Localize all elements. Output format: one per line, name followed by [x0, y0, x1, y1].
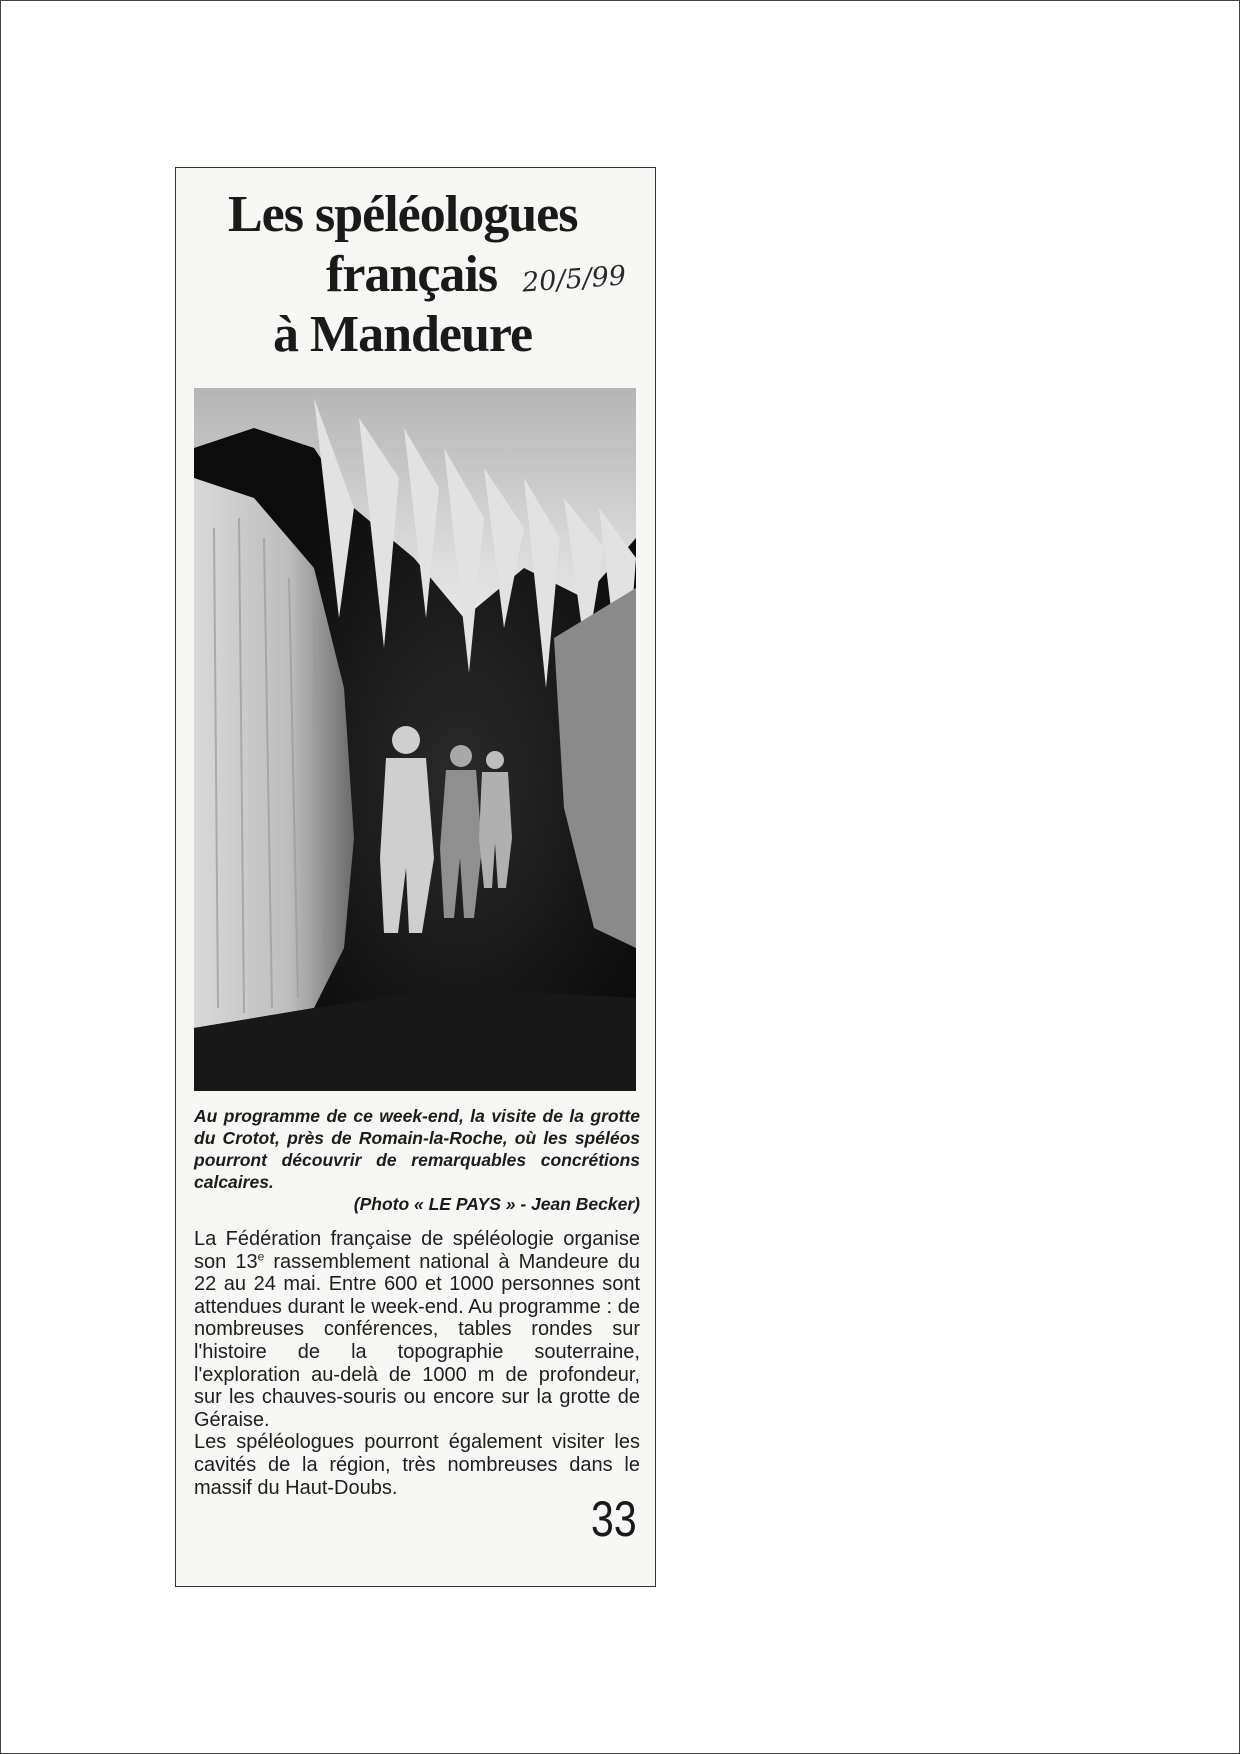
newspaper-clipping [175, 167, 656, 1587]
body-paragraph-2: Les spéléologues pourront également visiter les cavités de la région, très nombreuses dans le massif du Haut-Doubs. [194, 1431, 640, 1499]
caption-text: Au programme de ce week-end, la visite de la grotte du Crotot, près de Romain-la-Roche, où les spéléos pourront découvrir de remarquables concrétions calcaires. [194, 1106, 640, 1192]
ordinal-suffix: e [257, 1248, 265, 1263]
body-paragraph-1-end: rassemblement national à Mandeure du 22 au 24 mai. Entre 600 et 1000 personnes sont attendues durant le week-end. Au programme : de nombreuses conférences, tables rondes sur l'histoire de la topographie souterraine, l'exploration au-delà de 1000 m de profondeur, sur les chauves-souris ou encore sur la grotte de Géraise. [194, 1250, 640, 1431]
headline-line-3: à Mandeure [273, 306, 533, 363]
photo-credit: (Photo « LE PAYS » - Jean Becker) [353, 1194, 640, 1214]
article-body [194, 1228, 640, 1499]
body-paragraph-1 [194, 1228, 640, 1431]
page-number: 33 [591, 1491, 637, 1547]
handwritten-date: 20/5/99 [521, 260, 628, 299]
cave-photo-illustration [194, 388, 636, 1091]
headline-line-1: Les spéléologues [228, 186, 578, 243]
body-paragraph-1-start: La Fédération française de spéléologie organise son 13 [194, 1228, 640, 1273]
photo-caption [194, 1105, 640, 1215]
headline-line-2: français [326, 246, 498, 303]
cave-photo [194, 388, 636, 1091]
